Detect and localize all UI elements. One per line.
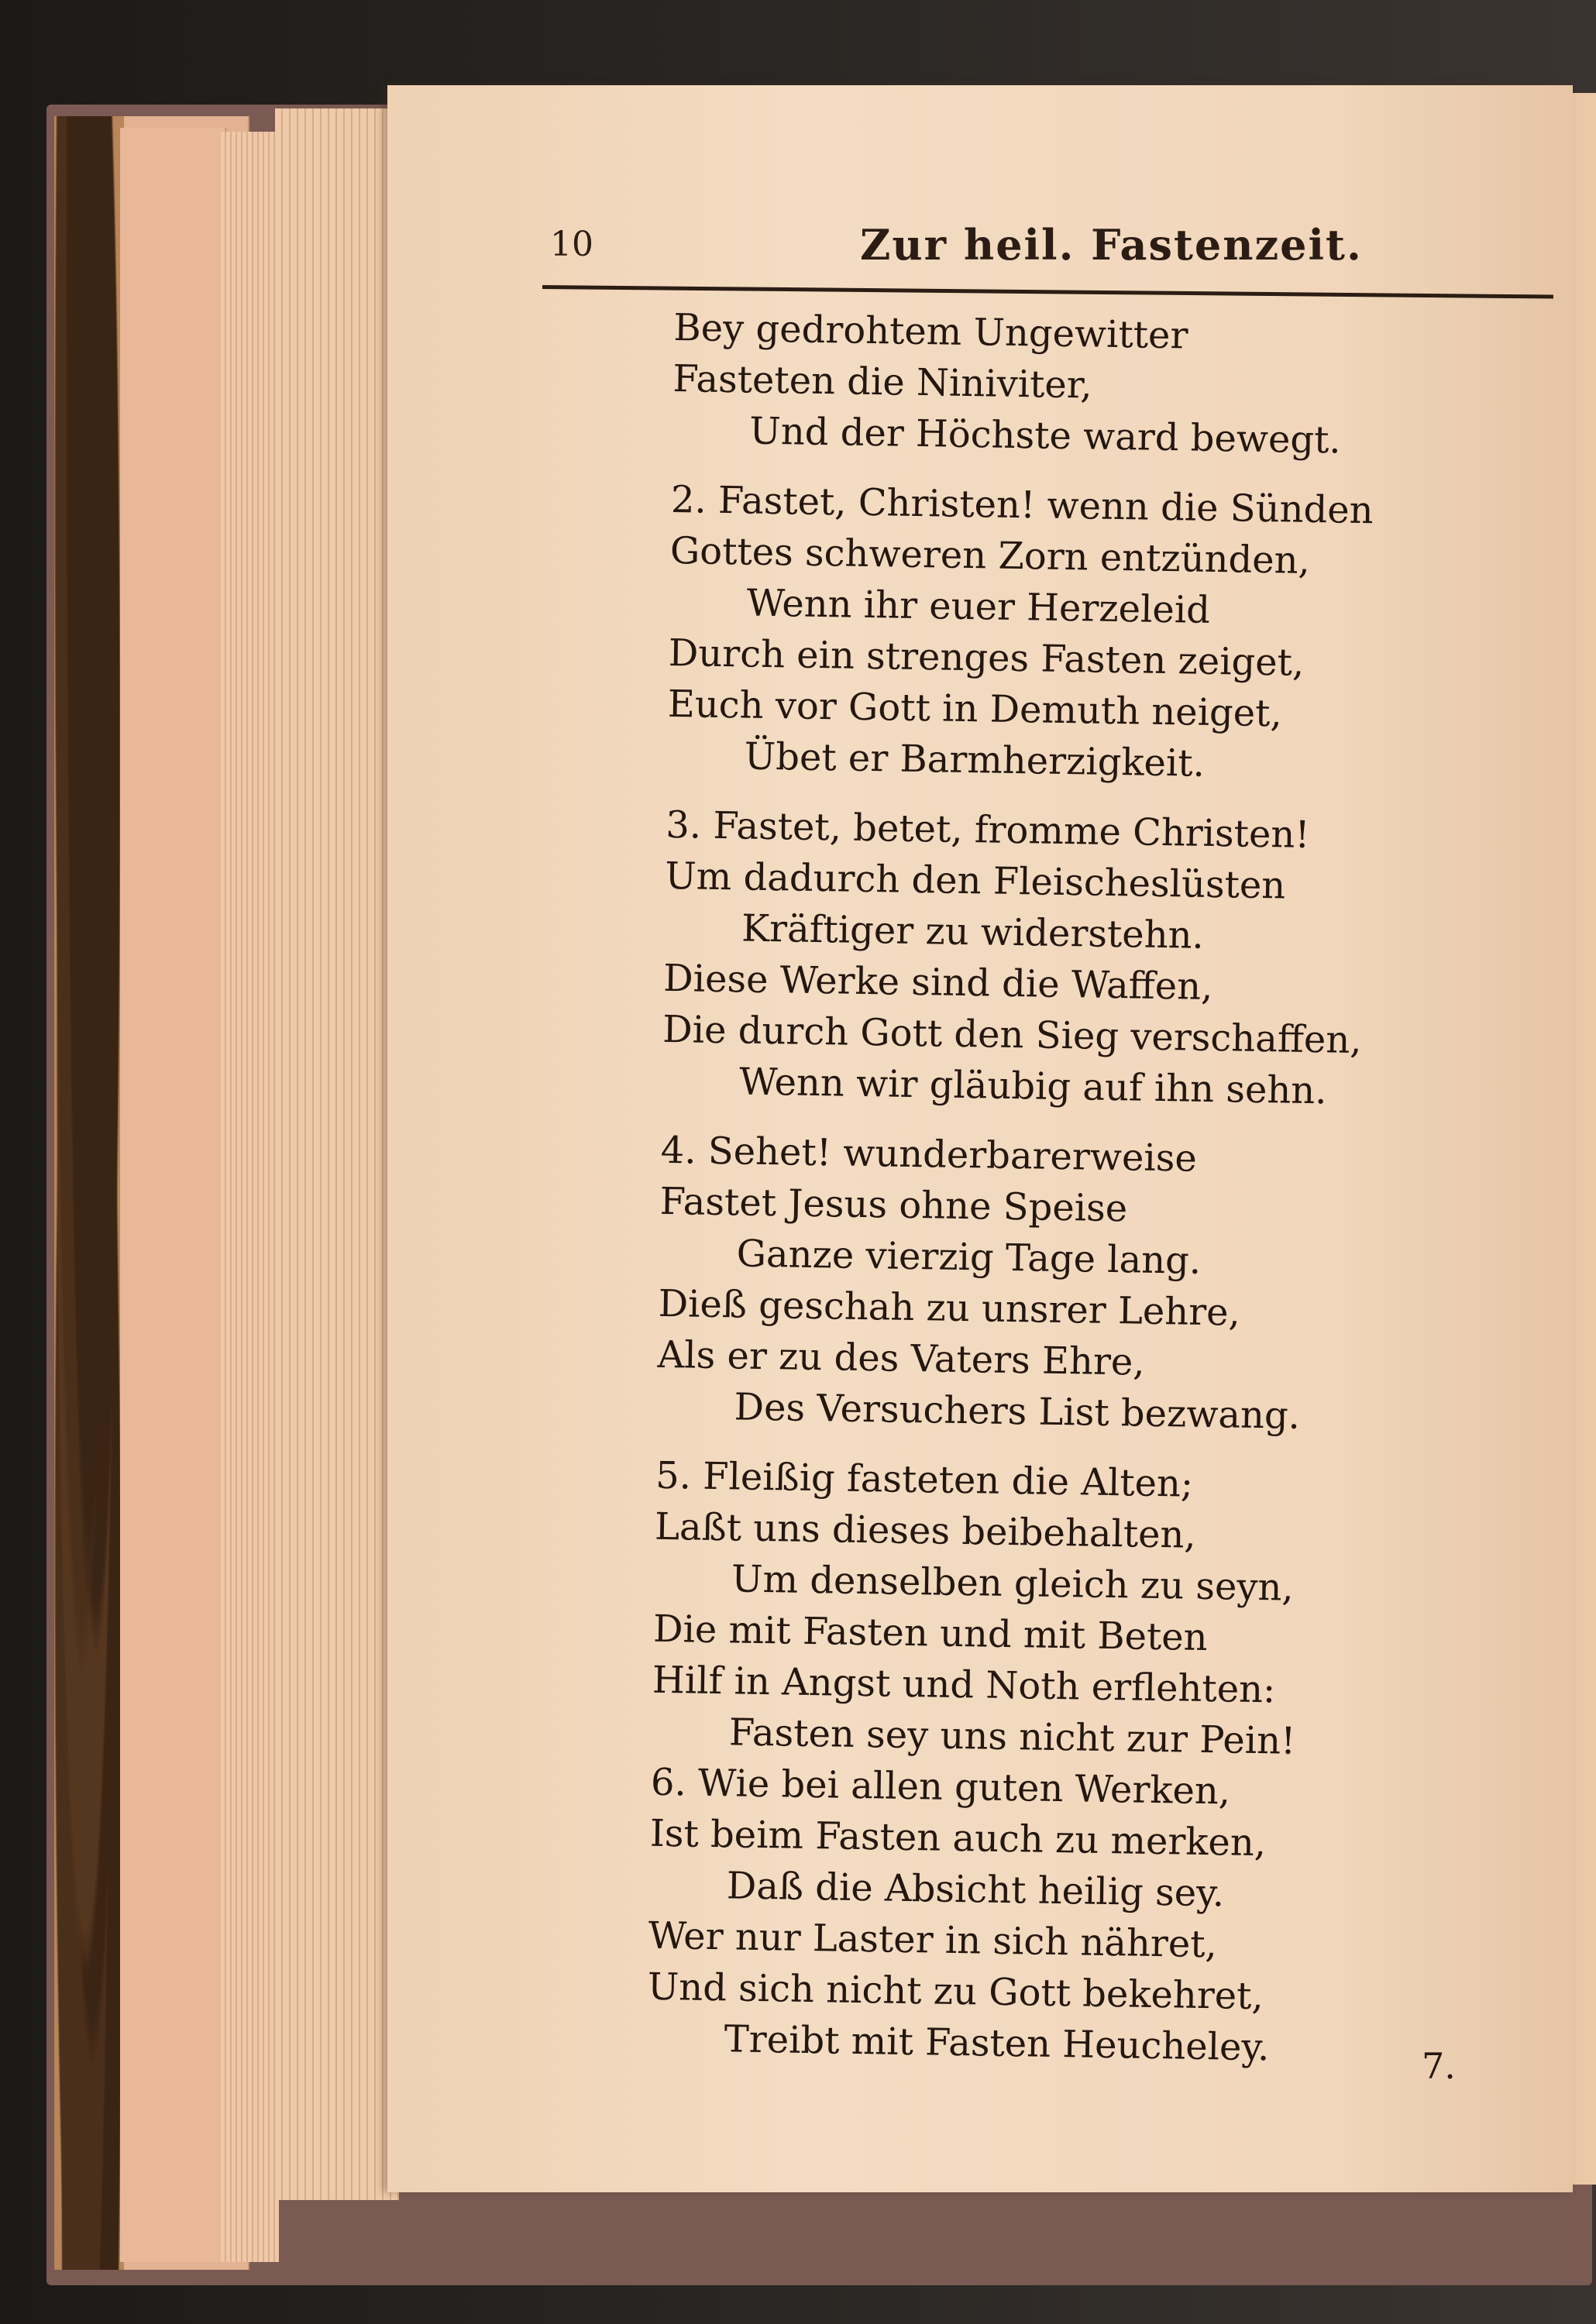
verse-line: 2. Fastet, Christen! wenn die Sünden <box>670 477 1374 533</box>
verse-line: Bey gedrohtem Ungewitter <box>673 305 1188 358</box>
stanza <box>672 302 1550 469</box>
verse-line: Als er zu des Vaters Ehre, <box>657 1332 1145 1384</box>
verse-line: Des Versuchers List bezwang. <box>734 1385 1301 1438</box>
verse-line: Gottes schweren Zorn entzünden, <box>669 528 1311 583</box>
stanza <box>656 1125 1536 1446</box>
stanza <box>666 474 1546 795</box>
marbled-board-edge <box>54 116 124 2270</box>
endpaper <box>120 128 227 2262</box>
verse-line: Ist beim Fasten auch zu merken, <box>649 1811 1267 1865</box>
verse-line: Laßt uns dieses beibehalten, <box>654 1504 1197 1557</box>
stanza <box>662 799 1542 1120</box>
verse-line: 6. Wie bei allen guten Werken, <box>650 1760 1231 1813</box>
verse-line: Ganze vierzig Tage lang. <box>736 1232 1202 1283</box>
verse-line: Übet er Barmherzigkeit. <box>744 734 1206 786</box>
verse-line: Wenn wir gläubig auf ihn sehn. <box>738 1060 1327 1113</box>
verse-line: Die mit Fasten und mit Beten <box>652 1607 1209 1660</box>
page-header <box>542 220 1553 287</box>
verse-line: 5. Fleißig fasteten die Alten; <box>655 1453 1194 1506</box>
verse-line: Fasteten die Niniviter, <box>672 356 1093 407</box>
page-edges <box>221 132 279 2262</box>
stanza <box>646 1450 1531 2078</box>
verse-line: Daß die Absicht heilig sey. <box>726 1864 1225 1916</box>
running-title: Zur heil. Fastenzeit. <box>860 220 1363 270</box>
verse-line: Treibt mit Fasten Heucheley. <box>724 2017 1270 2070</box>
verse-line: Dieß geschah zu unsrer Lehre, <box>658 1281 1241 1335</box>
verse-line: Fastet Jesus ohne Speise <box>659 1179 1128 1231</box>
verse-line: Um dadurch den Fleischeslüsten <box>664 854 1286 908</box>
verse-line: Wer nur Laster in sich nähret, <box>648 1913 1218 1967</box>
verse-line: Fasten sey uns nicht zur Pein! <box>728 1710 1296 1763</box>
verse-line: 4. Sehet! wunderbarerweise <box>660 1128 1198 1181</box>
leaf-stack <box>275 108 399 2200</box>
verse-line: Und der Höchste ward bewegt. <box>748 409 1342 462</box>
verse-line: Und sich nicht zu Gott bekehret, <box>647 1965 1264 2019</box>
page-number: 10 <box>550 225 593 264</box>
hymn-text <box>646 302 1550 2077</box>
verse-line: 3. Fastet, betet, fromme Christen! <box>665 803 1311 857</box>
catchword: 7. <box>1422 2045 1456 2087</box>
verse-line: Euch vor Gott in Demuth neiget, <box>667 682 1283 736</box>
verse-line: Um denselben gleich zu seyn, <box>731 1557 1295 1610</box>
verse-line: Wenn ihr euer Herzeleid <box>746 581 1211 632</box>
verse-line: Kräftiger zu widerstehn. <box>741 906 1205 957</box>
verse-line: Durch ein strenges Fasten zeiget, <box>668 631 1305 685</box>
verse-line: Hilf in Angst und Noth erflehten: <box>652 1658 1276 1712</box>
verse-line: Diese Werke sind die Waffen, <box>662 956 1213 1009</box>
verse-line: Die durch Gott den Sieg verschaffen, <box>662 1007 1362 1063</box>
